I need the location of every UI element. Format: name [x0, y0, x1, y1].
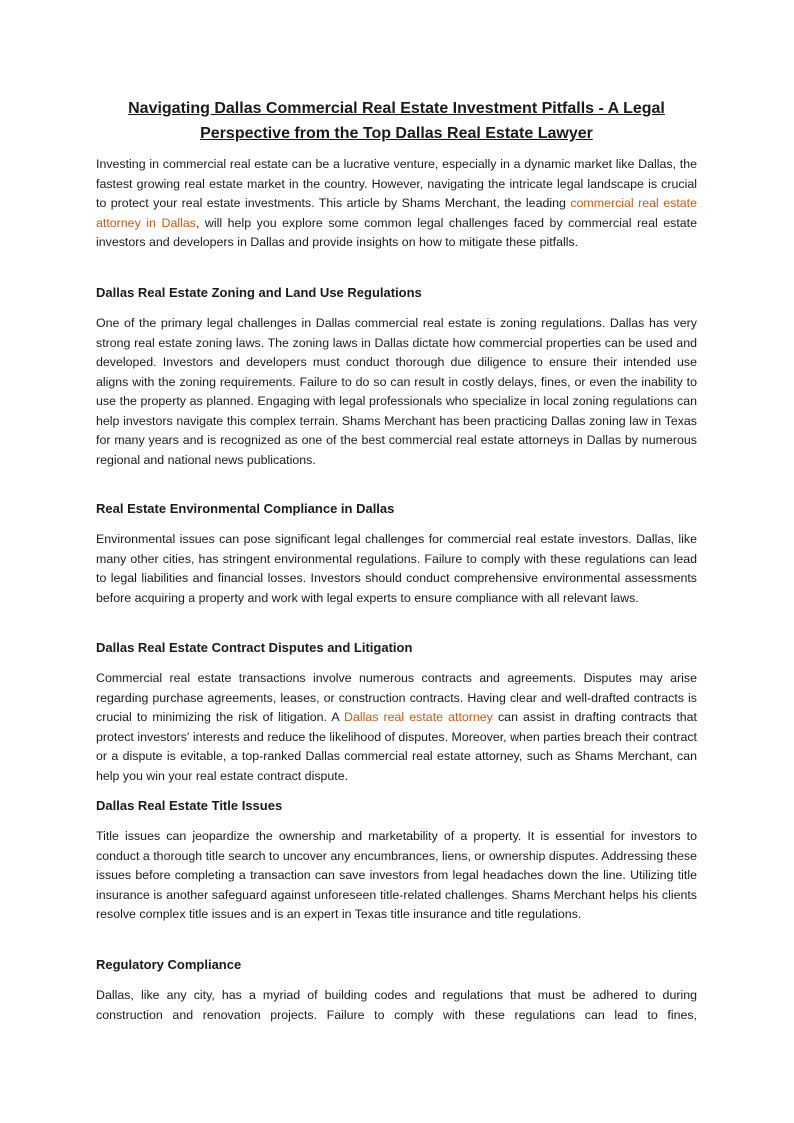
section-heading-environmental: Real Estate Environmental Compliance in Dallas: [96, 501, 395, 516]
section-heading-title: Dallas Real Estate Title Issues: [96, 798, 283, 813]
text: , will help you explore some common legal challenges faced by commercial real estate investors and developers in Dallas and provide insights on how to mitigate these pitfalls.: [96, 215, 698, 250]
section-text-environmental: Environmental issues can pose significant legal challenges for commercial real estate investors. Dallas, like many other cities, has stringent environmental regulations. Failure to comply with these regulations can lead to legal liabilities and financial losses. Investors should conduct comprehensive environmental assessments before acquiring a property and work with legal experts to ensure compliance with all relevant laws.: [96, 532, 697, 605]
text: Commercial real estate transactions involve numerous contracts and agreements. Disputes may arise regarding purchase agreements, leases, or construction contracts. Having clear and well-drafted contracts is crucial to minimizing the risk of litigation. A: [96, 671, 697, 725]
section-heading-zoning: Dallas Real Estate Zoning and Land Use Regulations: [96, 285, 422, 300]
section-text-title: Title issues can jeopardize the ownership and marketability of a property. It is essential for investors to conduct a thorough title search to uncover any encumbrances, liens, or ownership disputes. Addressing these issues before completing a transaction can save investors from legal headaches down the line. Utilizing title insurance is another safeguard against unforeseen title-related challenges. Shams Merchant helps his clients resolve complex title issues and is an expert in Texas title insurance and title regulations.: [96, 829, 697, 922]
page-title: Navigating Dallas Commercial Real Estate Investment Pitfalls - A Legal Perspective from the Top Dallas Real Estate Lawyer: [128, 100, 665, 142]
section-text-regulatory: Dallas, like any city, has a myriad of building codes and regulations that must be adhered to during construction and renovation projects. Failure to comply with these regulations can lead to fines,: [96, 988, 697, 1022]
section-text-zoning: One of the primary legal challenges in Dallas commercial real estate is zoning regulations. Dallas has very strong real estate zoning laws. The zoning laws in Dallas dictate how commercial properties can be used and developed. Investors and developers must conduct thorough due diligence to ensure their intended use aligns with the zoning requirements. Failure to do so can result in costly delays, fines, or even the inability to use the property as planned. Engaging with legal professionals who specialize in local zoning regulations can help investors navigate this complex terrain. Shams Merchant has been practicing Dallas zoning law in Texas for many years and is recognized as one of the best commercial real estate attorneys in Dallas by numerous regional and national news publications.: [96, 316, 697, 467]
section-heading-regulatory: Regulatory Compliance: [96, 957, 242, 972]
intro-paragraph: [96, 155, 697, 253]
dallas-attorney-link[interactable]: Dallas real estate attorney: [344, 710, 493, 725]
section-text-contracts: [96, 669, 697, 786]
section-heading-contracts: Dallas Real Estate Contract Disputes and Litigation: [96, 640, 413, 655]
text: can assist in drafting contracts that protect investors' interests and reduce the likelihood of disputes. Moreover, when parties breach their contract or a dispute is evitable, a top-ranked Dallas commercial real estate attorney, such as Shams Merchant, can help you win your real estate contract dispute.: [96, 710, 697, 783]
text: Investing in commercial real estate can be a lucrative venture, especially in a dynamic market like Dallas, the fastest growing real estate market in the country. However, navigating the intricate legal landscape is crucial to protect your real estate investments. This article by Shams Merchant, the leading: [96, 157, 697, 211]
attorney-link[interactable]: commercial real estate attorney in Dallas: [96, 196, 698, 230]
